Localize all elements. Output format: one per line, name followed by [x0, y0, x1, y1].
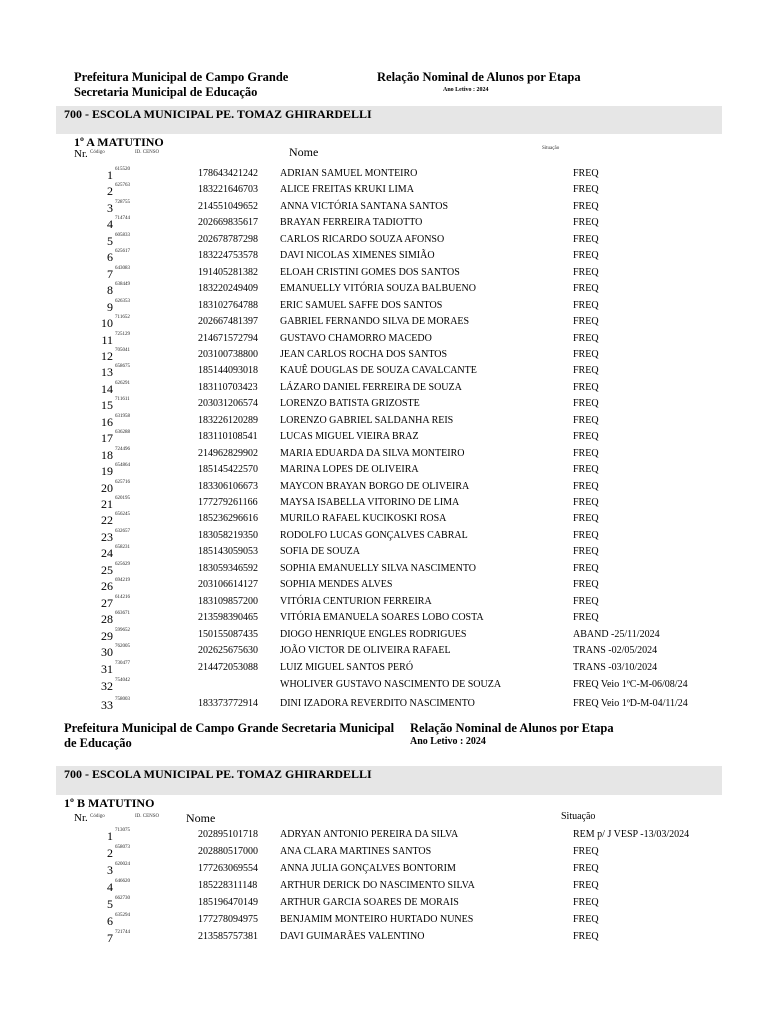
row-situacao: FREQ — [573, 414, 599, 426]
org-name-line2: Secretaria Municipal de Educação — [74, 85, 258, 99]
table-row — [0, 930, 768, 946]
row-censo-id: 183373772914 — [198, 698, 258, 710]
row-student-name: LUIZ MIGUEL SANTOS PERÓ — [280, 661, 414, 673]
table-row — [0, 430, 768, 446]
table-row — [0, 364, 768, 380]
row-codigo: 636288 — [115, 430, 130, 436]
row-number: 25 — [101, 562, 113, 577]
col-nr-header-page2: Nr. — [74, 812, 88, 824]
row-student-name: RODOLFO LUCAS GONÇALVES CABRAL — [280, 529, 468, 541]
row-situacao: FREQ — [573, 332, 599, 344]
row-number: 30 — [101, 645, 113, 660]
row-number: 15 — [101, 398, 113, 413]
row-situacao: FREQ — [573, 480, 599, 492]
row-censo-id: 185143059053 — [198, 546, 258, 558]
row-student-name: GUSTAVO CHAMORRO MACEDO — [280, 332, 432, 344]
row-situacao: FREQ — [573, 880, 599, 891]
row-student-name: SOPHIA EMANUELLY SILVA NASCIMENTO — [280, 562, 476, 574]
table-row — [0, 200, 768, 216]
row-situacao: FREQ — [573, 184, 599, 196]
row-censo-id: 185145422570 — [198, 464, 258, 476]
row-censo-id: 183306106673 — [198, 480, 258, 492]
row-codigo: 714744 — [115, 216, 130, 222]
row-codigo: 711611 — [115, 397, 130, 403]
row-censo-id: 183102764788 — [198, 299, 258, 311]
row-situacao: ABAND -25/11/2024 — [573, 628, 660, 640]
row-student-name: DINI IZADORA REVERDITO NASCIMENTO — [280, 698, 475, 710]
table-row — [0, 628, 768, 644]
table-row — [0, 896, 768, 912]
row-number: 10 — [101, 316, 113, 331]
row-situacao: FREQ — [573, 168, 599, 179]
row-student-name: ERIC SAMUEL SAFFE DOS SANTOS — [280, 299, 443, 311]
row-number: 21 — [101, 497, 113, 511]
row-censo-id: 202678787298 — [198, 233, 258, 245]
row-censo-id: 214551049652 — [198, 200, 258, 212]
row-censo-id: 214472053088 — [198, 661, 258, 673]
row-codigo: 615520 — [115, 167, 130, 172]
row-student-name: GABRIEL FERNANDO SILVA DE MORAES — [280, 316, 470, 328]
table-row — [0, 845, 768, 861]
row-censo-id: 178643421242 — [198, 168, 258, 179]
row-situacao: FREQ — [573, 612, 599, 624]
row-student-name: LUCAS MIGUEL VIEIRA BRAZ — [280, 431, 419, 443]
row-censo-id: 185236296616 — [198, 513, 258, 525]
table-row — [0, 266, 768, 282]
table-row — [0, 332, 768, 348]
row-situacao: FREQ — [573, 316, 599, 328]
row-student-name: VITÓRIA EMANUELA SOARES LOBO COSTA — [280, 612, 484, 624]
row-student-name: ANNA JULIA GONÇALVES BONTORIM — [280, 863, 456, 874]
row-codigo: 654864 — [115, 463, 130, 469]
row-censo-id: 177263069554 — [198, 863, 258, 874]
row-censo-id: 183221646703 — [198, 184, 258, 196]
row-number: 18 — [101, 447, 113, 462]
table-row — [0, 611, 768, 627]
row-codigo: 625629 — [115, 561, 130, 567]
table-row — [0, 414, 768, 430]
row-number: 12 — [101, 348, 113, 363]
col-censo-header-page2: ID. CENSO — [135, 814, 160, 819]
row-situacao: FREQ — [573, 464, 599, 476]
row-number: 9 — [107, 299, 113, 314]
row-number: 3 — [107, 863, 113, 877]
row-student-name: MURILO RAFAEL KUCIKOSKI ROSA — [280, 513, 447, 525]
row-codigo: 658073 — [115, 845, 130, 850]
row-number: 33 — [101, 698, 113, 713]
row-codigo: 626291 — [115, 380, 130, 386]
row-situacao: FREQ Veio 1ºD-M-04/11/24 — [573, 698, 688, 710]
row-codigo: 730477 — [115, 660, 130, 666]
row-censo-id: 202667481397 — [198, 316, 258, 328]
row-student-name: ELOAH CRISTINI GOMES DOS SANTOS — [280, 266, 460, 278]
row-censo-id: 202669835617 — [198, 217, 258, 229]
table-row — [0, 480, 768, 496]
row-censo-id: 202625675630 — [198, 645, 258, 657]
row-situacao: FREQ — [573, 497, 599, 508]
row-codigo: 625763 — [115, 183, 130, 189]
row-situacao: FREQ — [573, 846, 599, 857]
row-codigo: 754042 — [115, 677, 130, 683]
table-row — [0, 595, 768, 611]
row-situacao: FREQ — [573, 863, 599, 874]
row-codigo: 638449 — [115, 282, 130, 288]
row-situacao: FREQ — [573, 217, 599, 229]
row-situacao: FREQ — [573, 398, 599, 410]
row-student-name: WHOLIVER GUSTAVO NASCIMENTO DE SOUZA — [280, 678, 502, 690]
table-row — [0, 447, 768, 463]
row-situacao: FREQ — [573, 897, 599, 908]
table-row — [0, 381, 768, 397]
row-number: 7 — [107, 266, 113, 281]
col-codigo-header: Código — [90, 150, 105, 155]
row-codigo: 656245 — [115, 512, 130, 518]
row-number: 5 — [107, 897, 113, 911]
row-codigo: 605833 — [115, 232, 130, 238]
row-student-name: ARTHUR GARCIA SOARES DE MORAIS — [280, 897, 459, 908]
row-student-name: SOFIA DE SOUZA — [280, 546, 361, 558]
col-nr-header: Nr. — [74, 148, 88, 160]
row-situacao: FREQ — [573, 529, 599, 541]
row-codigo: 625716 — [115, 479, 130, 485]
table-row — [0, 545, 768, 561]
table-row — [0, 315, 768, 331]
org-name-line1: Prefeitura Municipal de Campo Grande — [74, 70, 289, 84]
table-row — [0, 496, 768, 512]
table-row — [0, 282, 768, 298]
row-codigo: 713075 — [115, 828, 130, 833]
row-codigo: 643083 — [115, 265, 130, 271]
table-row — [0, 512, 768, 528]
row-codigo: 614216 — [115, 594, 130, 600]
row-student-name: ANA CLARA MARTINES SANTOS — [280, 846, 432, 857]
class-title: 1º A MATUTINO — [74, 135, 164, 149]
row-number: 8 — [107, 283, 113, 298]
row-student-name: EMANUELLY VITÓRIA SOUZA BALBUENO — [280, 283, 476, 295]
row-student-name: ANNA VICTÓRIA SANTANA SANTOS — [280, 200, 449, 212]
row-censo-id: 183220249409 — [198, 283, 258, 295]
col-nome-header-page2: Nome — [186, 811, 216, 825]
row-situacao: FREQ — [573, 595, 599, 607]
row-censo-id: 185144093018 — [198, 365, 258, 377]
row-number: 26 — [101, 579, 113, 594]
row-situacao: TRANS -02/05/2024 — [573, 645, 658, 657]
row-student-name: JOÃO VICTOR DE OLIVEIRA RAFAEL — [280, 645, 451, 657]
row-student-name: LORENZO BATISTA GRIZOSTE — [280, 398, 420, 410]
row-number: 17 — [101, 431, 113, 446]
row-censo-id: 150155087435 — [198, 628, 258, 640]
row-number: 5 — [107, 233, 113, 248]
row-situacao: TRANS -03/10/2024 — [573, 661, 658, 673]
row-number: 27 — [101, 595, 113, 610]
table-row — [0, 661, 768, 677]
school-band-page2 — [56, 766, 722, 795]
table-row — [0, 183, 768, 199]
row-censo-id: 185196470149 — [198, 897, 258, 908]
table-row — [0, 828, 768, 844]
row-codigo: 620195 — [115, 496, 130, 501]
row-censo-id: 183110703423 — [198, 381, 258, 393]
row-number: 2 — [107, 184, 113, 199]
row-number: 1 — [107, 168, 113, 182]
row-number: 6 — [107, 250, 113, 265]
row-number: 32 — [101, 678, 113, 693]
row-codigo: 620024 — [115, 862, 130, 867]
row-codigo: 758003 — [115, 697, 130, 703]
row-student-name: MARIA EDUARDA DA SILVA MONTEIRO — [280, 447, 465, 459]
row-student-name: ARTHUR DERICK DO NASCIMENTO SILVA — [280, 880, 475, 891]
school-name-page2: 700 - ESCOLA MUNICIPAL PE. TOMAZ GHIRARDELLI — [64, 767, 372, 781]
table-row — [0, 562, 768, 578]
year-label-page2: Ano Letivo : 2024 — [410, 736, 486, 747]
row-number: 4 — [107, 217, 113, 232]
row-number: 28 — [101, 612, 113, 627]
row-student-name: DAVI GUIMARÃES VALENTINO — [280, 931, 425, 942]
row-situacao: FREQ — [573, 431, 599, 443]
row-censo-id: 191405281382 — [198, 266, 258, 278]
row-codigo: 721744 — [115, 930, 130, 935]
row-codigo: 724496 — [115, 446, 130, 452]
table-row — [0, 397, 768, 413]
row-number: 2 — [107, 846, 113, 860]
row-censo-id: 183224753578 — [198, 250, 258, 262]
row-censo-id: 202895101718 — [198, 829, 258, 840]
table-row — [0, 697, 768, 713]
row-codigo: 663671 — [115, 611, 130, 617]
row-censo-id: 183110108541 — [198, 431, 258, 443]
row-number: 3 — [107, 200, 113, 215]
row-number: 16 — [101, 414, 113, 429]
row-student-name: DAVI NICOLAS XIMENES SIMIÃO — [280, 250, 435, 262]
table-row — [0, 879, 768, 895]
row-student-name: ALICE FREITAS KRUKI LIMA — [280, 184, 414, 196]
row-number: 7 — [107, 931, 113, 945]
row-codigo: 631958 — [115, 413, 130, 419]
row-censo-id: 213585757381 — [198, 931, 258, 942]
row-codigo: 711652 — [115, 315, 130, 321]
row-student-name: BENJAMIM MONTEIRO HURTADO NUNES — [280, 914, 474, 925]
row-situacao: FREQ — [573, 233, 599, 245]
row-number: 24 — [101, 546, 113, 561]
row-student-name: MARINA LOPES DE OLIVEIRA — [280, 464, 419, 476]
row-censo-id: 203100738800 — [198, 348, 258, 360]
row-situacao: FREQ — [573, 579, 599, 591]
row-number: 19 — [101, 464, 113, 479]
row-censo-id: 202880517000 — [198, 846, 258, 857]
row-censo-id: 183109857200 — [198, 595, 258, 607]
table-row — [0, 249, 768, 265]
row-situacao: FREQ — [573, 200, 599, 212]
row-student-name: MAYCON BRAYAN BORGO DE OLIVEIRA — [280, 480, 470, 492]
row-student-name: ADRIAN SAMUEL MONTEIRO — [280, 168, 418, 179]
row-number: 14 — [101, 381, 113, 396]
row-codigo: 658231 — [115, 545, 130, 551]
class-title-page2: 1º B MATUTINO — [64, 796, 155, 810]
col-situacao-header: Situação — [542, 146, 560, 151]
row-student-name: MAYSA ISABELLA VITORINO DE LIMA — [280, 497, 460, 508]
col-situacao-header-page2: Situação — [561, 811, 596, 822]
row-codigo: 728755 — [115, 199, 130, 205]
row-codigo: 626353 — [115, 298, 130, 304]
row-situacao: FREQ — [573, 381, 599, 393]
row-number: 22 — [101, 513, 113, 528]
row-censo-id: 183226120289 — [198, 414, 258, 426]
row-situacao: FREQ — [573, 365, 599, 377]
row-situacao: FREQ Veio 1ºC-M-06/08/24 — [573, 678, 688, 690]
row-student-name: DIOGO HENRIQUE ENGLES RODRIGUES — [280, 628, 467, 640]
year-label: Ano Letivo : 2024 — [443, 87, 489, 93]
table-row — [0, 578, 768, 594]
row-situacao: FREQ — [573, 266, 599, 278]
row-student-name: SOPHIA MENDES ALVES — [280, 579, 393, 591]
row-codigo: 658675 — [115, 364, 130, 370]
row-censo-id: 183058219350 — [198, 529, 258, 541]
col-nome-header: Nome — [289, 145, 319, 159]
row-situacao: FREQ — [573, 447, 599, 459]
row-censo-id: 213598390465 — [198, 612, 258, 624]
report-title-page2: Relação Nominal de Alunos por Etapa — [410, 721, 614, 735]
row-situacao: FREQ — [573, 250, 599, 262]
row-situacao: FREQ — [573, 546, 599, 558]
row-codigo: 694219 — [115, 578, 130, 584]
row-student-name: VITÓRIA CENTURION FERREIRA — [280, 595, 432, 607]
row-codigo: 632657 — [115, 528, 130, 534]
table-row — [0, 299, 768, 315]
row-number: 20 — [101, 480, 113, 495]
row-codigo: 625617 — [115, 249, 130, 255]
table-row — [0, 913, 768, 929]
report-title: Relação Nominal de Alunos por Etapa — [377, 70, 581, 84]
row-situacao: FREQ — [573, 283, 599, 295]
row-censo-id: 183059346592 — [198, 562, 258, 574]
col-codigo-header-page2: Código — [90, 814, 105, 819]
table-row — [0, 529, 768, 545]
school-name: 700 - ESCOLA MUNICIPAL PE. TOMAZ GHIRARDELLI — [64, 107, 372, 121]
col-censo-header: ID. CENSO — [135, 150, 160, 155]
table-row — [0, 644, 768, 660]
table-row — [0, 348, 768, 364]
row-censo-id: 214671572794 — [198, 332, 258, 344]
row-censo-id: 185228311148 — [198, 880, 258, 891]
row-number: 31 — [101, 661, 113, 676]
row-number: 6 — [107, 914, 113, 928]
table-row — [0, 678, 768, 694]
row-number: 11 — [101, 332, 113, 347]
row-codigo: 646620 — [115, 879, 130, 884]
row-situacao: FREQ — [573, 299, 599, 311]
row-situacao: FREQ — [573, 348, 599, 360]
org-name-page2: Prefeitura Municipal de Campo Grande Secretaria Municipal de Educação — [64, 721, 395, 750]
row-student-name: LÁZARO DANIEL FERREIRA DE SOUZA — [280, 381, 462, 393]
row-number: 1 — [107, 829, 113, 843]
row-codigo: 725129 — [115, 331, 130, 337]
row-codigo: 705041 — [115, 347, 130, 353]
table-row — [0, 862, 768, 878]
row-situacao: FREQ — [573, 931, 599, 942]
row-situacao: FREQ — [573, 513, 599, 525]
row-situacao: FREQ — [573, 562, 599, 574]
row-censo-id: 177279261166 — [198, 497, 258, 508]
row-codigo: 762005 — [115, 644, 130, 650]
row-number: 29 — [101, 628, 113, 643]
table-row — [0, 216, 768, 232]
row-censo-id: 214962829902 — [198, 447, 258, 459]
row-student-name: BRAYAN FERREIRA TADIOTTO — [280, 217, 423, 229]
row-student-name: LORENZO GABRIEL SALDANHA REIS — [280, 414, 454, 426]
row-number: 13 — [101, 365, 113, 380]
row-student-name: JEAN CARLOS ROCHA DOS SANTOS — [280, 348, 448, 360]
row-censo-id: 203106614127 — [198, 579, 258, 591]
table-row — [0, 233, 768, 249]
school-band — [56, 106, 722, 134]
row-censo-id: 177278094975 — [198, 914, 258, 925]
row-student-name: KAUÊ DOUGLAS DE SOUZA CAVALCANTE — [280, 365, 477, 377]
row-situacao: REM p/ J VESP -13/03/2024 — [573, 829, 690, 840]
table-row — [0, 167, 768, 183]
row-number: 23 — [101, 529, 113, 544]
row-situacao: FREQ — [573, 914, 599, 925]
row-codigo: 635294 — [115, 913, 130, 918]
row-student-name: CARLOS RICARDO SOUZA AFONSO — [280, 233, 445, 245]
row-codigo: 599652 — [115, 627, 130, 633]
row-student-name: ADRYAN ANTONIO PEREIRA DA SILVA — [280, 829, 459, 840]
row-censo-id: 203031206574 — [198, 398, 258, 410]
row-number: 4 — [107, 880, 113, 894]
table-row — [0, 463, 768, 479]
row-codigo: 662730 — [115, 896, 130, 901]
